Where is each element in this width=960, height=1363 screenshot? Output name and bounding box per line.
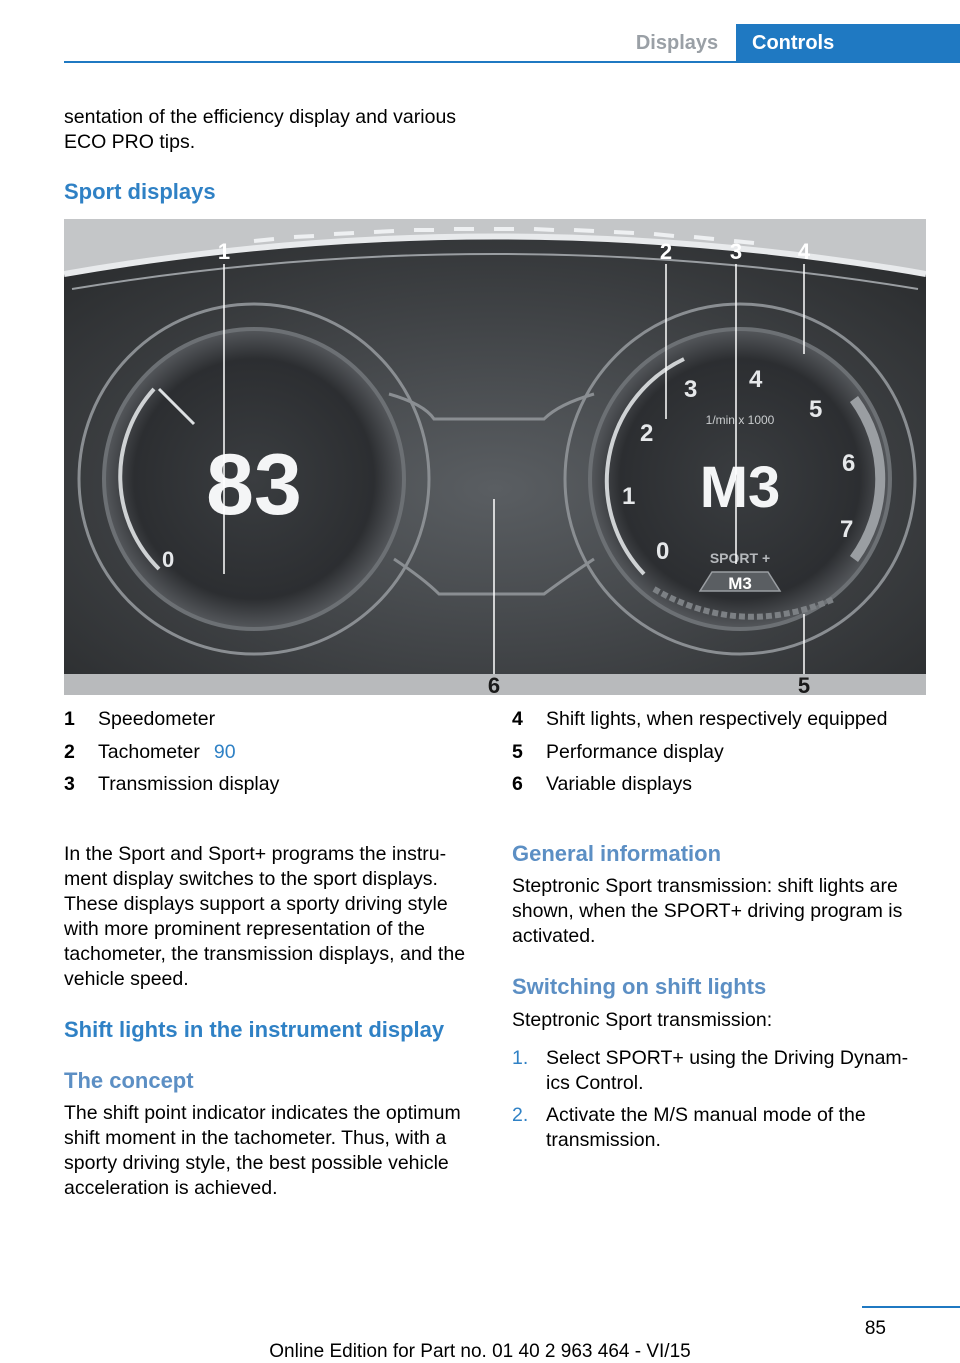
speed-value: 83 bbox=[206, 437, 302, 533]
svg-text:2: 2 bbox=[659, 239, 673, 264]
concept-heading: The concept bbox=[64, 1068, 194, 1093]
header-rule bbox=[64, 61, 960, 63]
sport-displays-heading: Sport displays bbox=[64, 179, 216, 204]
intro-text: sentation of the efficiency display and various ECO PRO tips. bbox=[64, 106, 457, 153]
legend-item: 1 Speedometer bbox=[64, 708, 216, 730]
shift-lights-heading: Shift lights in the instrument display bbox=[64, 1017, 445, 1042]
svg-text:6: 6 bbox=[487, 673, 501, 695]
svg-text:7: 7 bbox=[840, 516, 854, 543]
page-reference-link[interactable]: 90 bbox=[213, 740, 236, 763]
svg-text:6: 6 bbox=[842, 450, 856, 477]
general-information-text: Steptronic Sport transmission: shift lights are shown, when the SPORT+ driving program is activated. bbox=[512, 875, 903, 947]
mode-label: SPORT + bbox=[709, 550, 771, 566]
switching-on-heading: Switching on shift lights bbox=[512, 974, 767, 999]
instrument-cluster-figure bbox=[64, 219, 926, 695]
svg-text:3: 3 bbox=[729, 239, 743, 264]
speedometer-zero: 0 bbox=[162, 547, 175, 572]
sport-displays-paragraph: In the Sport and Sport+ programs the instru-ment display switches to the sport displays. These displays support a sporty driving style with more prominent representation of the tachometer, the transmission displays, and the vehicle speed. bbox=[64, 843, 466, 990]
legend-item: 2 Tachometer 90 bbox=[64, 736, 279, 769]
svg-text:5: 5 bbox=[797, 673, 811, 695]
footer-rule bbox=[862, 1306, 960, 1308]
tab-controls: Controls bbox=[736, 24, 960, 62]
list-item: 1. Select SPORT+ using the Driving Dynam-ics Control. bbox=[512, 1047, 909, 1094]
svg-text:3: 3 bbox=[684, 376, 698, 403]
svg-text:4: 4 bbox=[797, 239, 811, 264]
svg-text:5: 5 bbox=[809, 396, 823, 423]
page-number: 85 bbox=[864, 1318, 886, 1339]
svg-text:4: 4 bbox=[749, 366, 763, 393]
general-information-heading: General information bbox=[512, 841, 722, 866]
legend-item: 3 Transmission display bbox=[64, 773, 280, 795]
list-item: 2. Activate the M/S manual mode of the transmission. bbox=[512, 1104, 866, 1151]
mode-gear: M3 bbox=[728, 574, 752, 593]
rpm-unit: 1/min x 1000 bbox=[705, 413, 775, 427]
gear-display: M3 bbox=[699, 455, 781, 520]
legend-item: 5 Performance display bbox=[512, 740, 724, 763]
switching-on-text: Steptronic Sport transmission: bbox=[512, 1009, 773, 1031]
footer-edition: Online Edition for Part no. 01 40 2 963 464 - VI/15 bbox=[269, 1341, 691, 1362]
svg-text:2: 2 bbox=[640, 420, 654, 447]
svg-text:1: 1 bbox=[622, 483, 636, 510]
legend-item: 4 Shift lights, when respectively equipped bbox=[512, 708, 888, 730]
legend-item: 6 Variable displays bbox=[512, 773, 692, 795]
steps-list bbox=[512, 1046, 922, 1160]
tab-displays: Displays bbox=[635, 32, 719, 54]
svg-text:1: 1 bbox=[217, 239, 231, 264]
svg-text:0: 0 bbox=[656, 538, 670, 565]
figure-legend-right bbox=[512, 703, 887, 801]
concept-text: The shift point indicator indicates the optimum shift moment in the tachometer. Thus, with a sporty driving style, the best possible vehicle acceleration is achieved. bbox=[64, 1102, 461, 1199]
figure-legend-left bbox=[64, 703, 279, 801]
